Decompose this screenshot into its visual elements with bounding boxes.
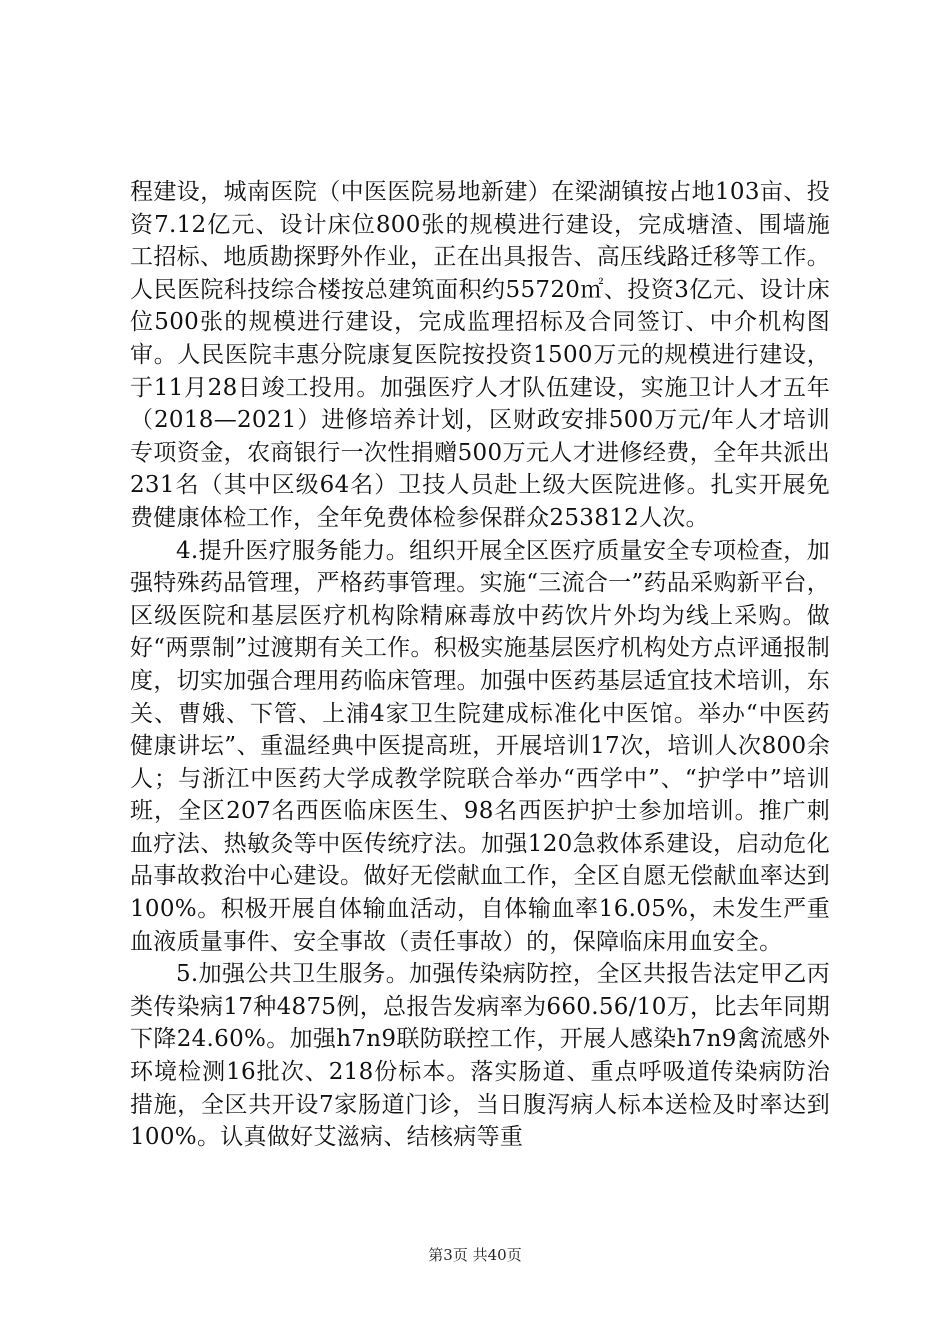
paragraph-1: 程建设，城南医院（中医医院易地新建）在梁湖镇按占地103亩、投资7.12亿元、设计床位800张的规模进行建设，完成塘渣、围墙施工招标、地质勘探野外作业，正在出具报告、高压线路迁移等工作。人民医院科技综合楼按总建筑面积约55720㎡、投资3亿元、设计床位500张的规模进行建设，完成监理招标及合同签订、中介机构图审。人民医院丰惠分院康复医院按投资1500万元的规模进行建设，于11月28日竣工投用。加强医疗人才队伍建设，实施卫计人才五年（2018—2021）进修培养计划，区财政安排500万元/年人才培训专项资金，农商银行一次性捐赠500万元人才进修经费，全年共派出231名（其中区级64名）卫技人员赴上级大医院进修。扎实开展免费健康体检工作，全年免费体检参保群众253812人次。 (130, 179, 830, 531)
document-body (130, 176, 830, 1154)
page-number-footer: 第3页 共40页 (428, 1246, 522, 1264)
paragraph-2: 4.提升医疗服务能力。组织开展全区医疗质量安全专项检查，加强特殊药品管理，严格药事管理。实施“三流合一”药品采购新平台，区级医院和基层医疗机构除精麻毒放中药饮片外均为线上采购。做好“两票制”过渡期有关工作。积极实施基层医疗机构处方点评通报制度，切实加强合理用药临床管理。加强中医药基层适宜技术培训，东关、曹娥、下管、上浦4家卫生院建成标准化中医馆。举办“中医药健康讲坛”、重温经典中医提高班，开展培训17次，培训人次800余人；与浙江中医药大学成教学院联合举办“西学中”、“护学中”培训班，全区207名西医临床医生、98名西医护护士参加培训。推广刺血疗法、热敏灸等中医传统疗法。加强120急救体系建设，启动危化品事故救治中心建设。做好无偿献血工作，全区自愿无偿献血率达到100%。积极开展自体输血活动，自体输血率16.05%，未发生严重血液质量事件、安全事故（责任事故）的，保障临床用血安全。 (130, 537, 830, 955)
paragraph-3: 5.加强公共卫生服务。加强传染病防控，全区共报告法定甲乙丙类传染病17种4875例，总报告发病率为660.56/10万，比去年同期下降24.60%。加强h7n9联防联控工作，开展人感染h7n9禽流感外环境检测16批次、218份标本。落实肠道、重点呼吸道传染病防治措施，全区共开设7家肠道门诊，当日腹泻病人标本送检及时率达到100%。认真做好艾滋病、结核病等重 (130, 961, 830, 1151)
